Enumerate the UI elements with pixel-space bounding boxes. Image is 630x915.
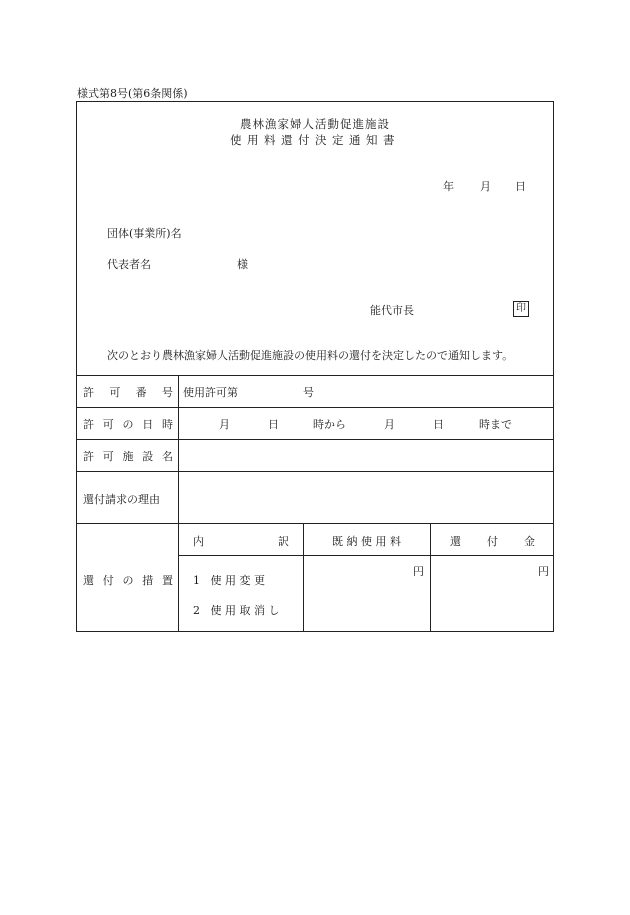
- permit-number-suffix: 号: [303, 386, 314, 399]
- notice-form: [76, 101, 554, 632]
- organization-name-label: 団体(事業所)名: [107, 227, 182, 240]
- form-title-line2: 使用料還付決定通知書: [230, 133, 400, 147]
- paid-column-divider: [430, 523, 431, 631]
- refund-reason-label: 還付請求の理由: [83, 493, 160, 506]
- permit-start-day: 日: [268, 418, 279, 431]
- date-month-label: 月: [480, 180, 491, 193]
- permit-number-label: 許 可 番 号: [83, 386, 173, 399]
- breakdown-header: 内 訳: [193, 535, 289, 548]
- row-divider: [77, 471, 553, 472]
- form-title-line1: 農林漁家婦人活動促進施設: [240, 117, 390, 131]
- row-divider: [77, 439, 553, 440]
- subheader-divider: [178, 555, 553, 556]
- form-number-label: 様式第8号(第6条関係): [77, 87, 188, 100]
- date-day-label: 日: [515, 180, 526, 193]
- row-divider: [77, 523, 553, 524]
- permit-datetime-label: 許 可 の 日 時: [83, 418, 173, 431]
- refund-amount-yen-unit: 円: [538, 565, 549, 578]
- refund-action-label: 還 付 の 措 置: [83, 574, 173, 587]
- permit-start-month: 月: [219, 418, 230, 431]
- issuer-title: 能代市長: [370, 304, 414, 317]
- option-usage-cancel: 2 使 用 取 消 し: [193, 604, 280, 617]
- option-usage-change: 1 使 用 変 更: [193, 574, 265, 587]
- permit-start-time: 時から: [313, 418, 346, 431]
- refund-amount-header: 還 付 金: [450, 535, 535, 548]
- paid-fee-yen-unit: 円: [413, 565, 424, 578]
- table-top-border: [77, 375, 553, 376]
- seal-mark: 印: [513, 301, 529, 317]
- date-year-label: 年: [443, 180, 454, 193]
- representative-name-label: 代表者名: [107, 258, 151, 271]
- label-column-divider: [178, 375, 179, 631]
- permit-end-day: 日: [433, 418, 444, 431]
- facility-name-label: 許 可 施 設 名: [83, 450, 173, 463]
- permit-end-month: 月: [384, 418, 395, 431]
- honorific-label: 様: [237, 258, 248, 271]
- permit-end-time: 時まで: [479, 418, 512, 431]
- notice-body-text: 次のとおり農林漁家婦人活動促進施設の使用料の還付を決定したので通知します。: [107, 349, 514, 362]
- row-divider: [77, 407, 553, 408]
- permit-number-prefix: 使用許可第: [183, 386, 238, 399]
- paid-fee-header: 既 納 使 用 料: [332, 535, 401, 548]
